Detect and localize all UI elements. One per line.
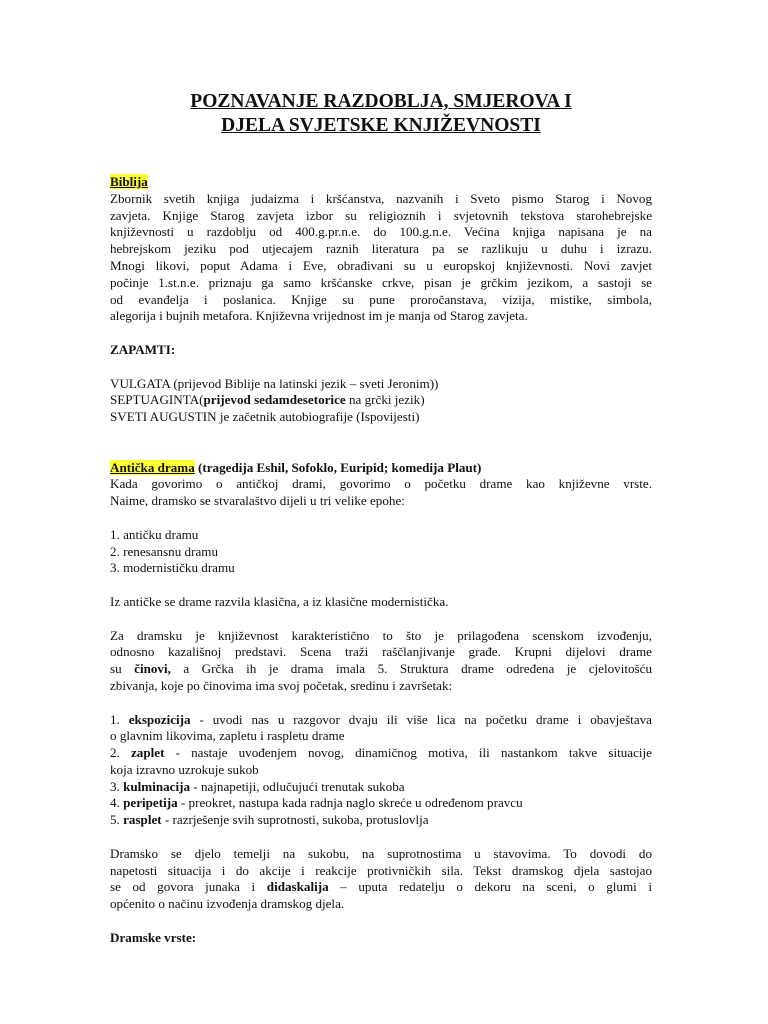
- biblija-line: alegorija i bujnih metafora. Književna vrijednost im je manja od Starog zavjeta.: [110, 308, 528, 324]
- epoch-item: 1. antičku dramu: [110, 526, 199, 542]
- biblija-heading: Biblija: [110, 174, 148, 189]
- dramske-vrste-heading: Dramske vrste:: [110, 929, 197, 945]
- sukob-line: Dramsko se djelo temelji na sukobu, na suprotnostima u stavovima. To dovodi do: [110, 845, 652, 861]
- klasicna-note: Iz antičke se drame razvila klasična, a iz klasične modernistička.: [110, 593, 449, 609]
- stage-item: 2. zaplet - nastaje uvođenjem novog, dinamičnog motiva, ili nastankom takve situacije: [110, 745, 652, 761]
- title-line-1: POZNAVANJE RAZDOBLJA, SMJEROVA I: [190, 91, 572, 112]
- struktura-line: Za dramsku je književnost karakteristično to što je prilagođena scenskom izvođenju,: [110, 627, 652, 643]
- biblija-line: Zbornik svetih knjiga judaizma i kršćanstva, nazvanih i Sveto pismo Starog i Novog: [110, 190, 652, 206]
- struktura-line: zbivanja, koje po činovima ima svoj početak, sredinu i završetak:: [110, 677, 453, 693]
- title-line-2: DJELA SVJETSKE KNJIŽEVNOSTI: [221, 114, 541, 136]
- sukob-line: općenito o načinu izvođenja dramskog djela.: [110, 896, 345, 912]
- sukob-line: se od govora junaka i didaskalija – uputa redatelju o dekoru na sceni, o glumi i: [110, 879, 652, 895]
- document-page: [110, 90, 652, 947]
- anticka-drama-section: [110, 460, 652, 947]
- anticka-heading: Antička drama: [110, 459, 195, 475]
- page-title: [110, 90, 652, 137]
- anticka-subheading: (tragedija Eshil, Sofoklo, Euripid; komedija Plaut): [194, 459, 482, 475]
- zapamti-heading: ZAPAMTI:: [110, 341, 176, 357]
- anticka-intro-line: Naime, dramsko se stvaralaštvo dijeli u tri velike epohe:: [110, 493, 405, 509]
- struktura-line: odnosno kazališnoj predstavi. Scena traži raščlanjivanje građe. Krupni dijelovi drame: [110, 644, 652, 660]
- septuaginta-note: SEPTUAGINTA(prijevod sedamdesetorice na grčki jezik): [110, 392, 425, 408]
- stage-item: 5. rasplet - razrješenje svih suprotnosti, sukoba, protuslovlja: [110, 812, 429, 828]
- stage-item-continued: koja izravno uzrokuje sukob: [110, 761, 259, 777]
- anticka-heading-line: [110, 460, 652, 477]
- vulgata-note: VULGATA (prijevod Biblije na latinski jezik – sveti Jeronim)): [110, 375, 439, 391]
- sukob-line: napetosti situacija i do akcije i reakcije protivničkih sila. Tekst dramskog djela sastojao: [110, 862, 652, 878]
- biblija-line: počinje 1.st.n.e. priznaju ga samo kršćanske crkve, pisan je grčkim jezikom, a sastoji se: [110, 274, 652, 290]
- biblija-line: zavjeta. Knjige Starog zavjeta izbor su religioznih i svjetovnih tekstova starohebrejske: [110, 207, 652, 223]
- stage-item-continued: o glavnim likovima, zapletu i raspletu drame: [110, 728, 345, 744]
- epoch-item: 3. modernističku dramu: [110, 560, 235, 576]
- struktura-line: su činovi, a Grčka ih je drama imala 5. Struktura drame određena je cjelovitošću: [110, 661, 652, 677]
- epoch-item: 2. renesansnu dramu: [110, 543, 218, 559]
- augustin-note: SVETI AUGUSTIN je začetnik autobiografije (Ispovijesti): [110, 409, 420, 425]
- biblija-section: [110, 174, 652, 325]
- anticka-intro-line: Kada govorimo o antičkoj drami, govorimo o početku drame kao književne vrste.: [110, 476, 652, 492]
- stage-item: 4. peripetija - preokret, nastupa kada radnja naglo skreće u određenom pravcu: [110, 795, 523, 811]
- biblija-line: hebrejskom jeziku pod utjecajem raznih literatura pa se razlikuju u duhu i izrazu.: [110, 241, 652, 257]
- stage-item: 1. ekspozicija - uvodi nas u razgovor dvaju ili više lica na početku drame i obavještava: [110, 711, 652, 727]
- zapamti-section: [110, 342, 652, 426]
- stage-item: 3. kulminacija - najnapetiji, odlučujući trenutak sukoba: [110, 778, 405, 794]
- biblija-line: od evanđelja i poslanica. Knjige su pune proročanstava, vizija, mistike, simbola,: [110, 291, 652, 307]
- biblija-line: Mnogi likovi, poput Adama i Eve, obrađivani su u europskoj književnosti. Novi zavjet: [110, 257, 652, 273]
- biblija-line: književnosti u razdoblju od 400.g.pr.n.e. do 100.g.n.e. Većina knjiga napisana je na: [110, 224, 652, 240]
